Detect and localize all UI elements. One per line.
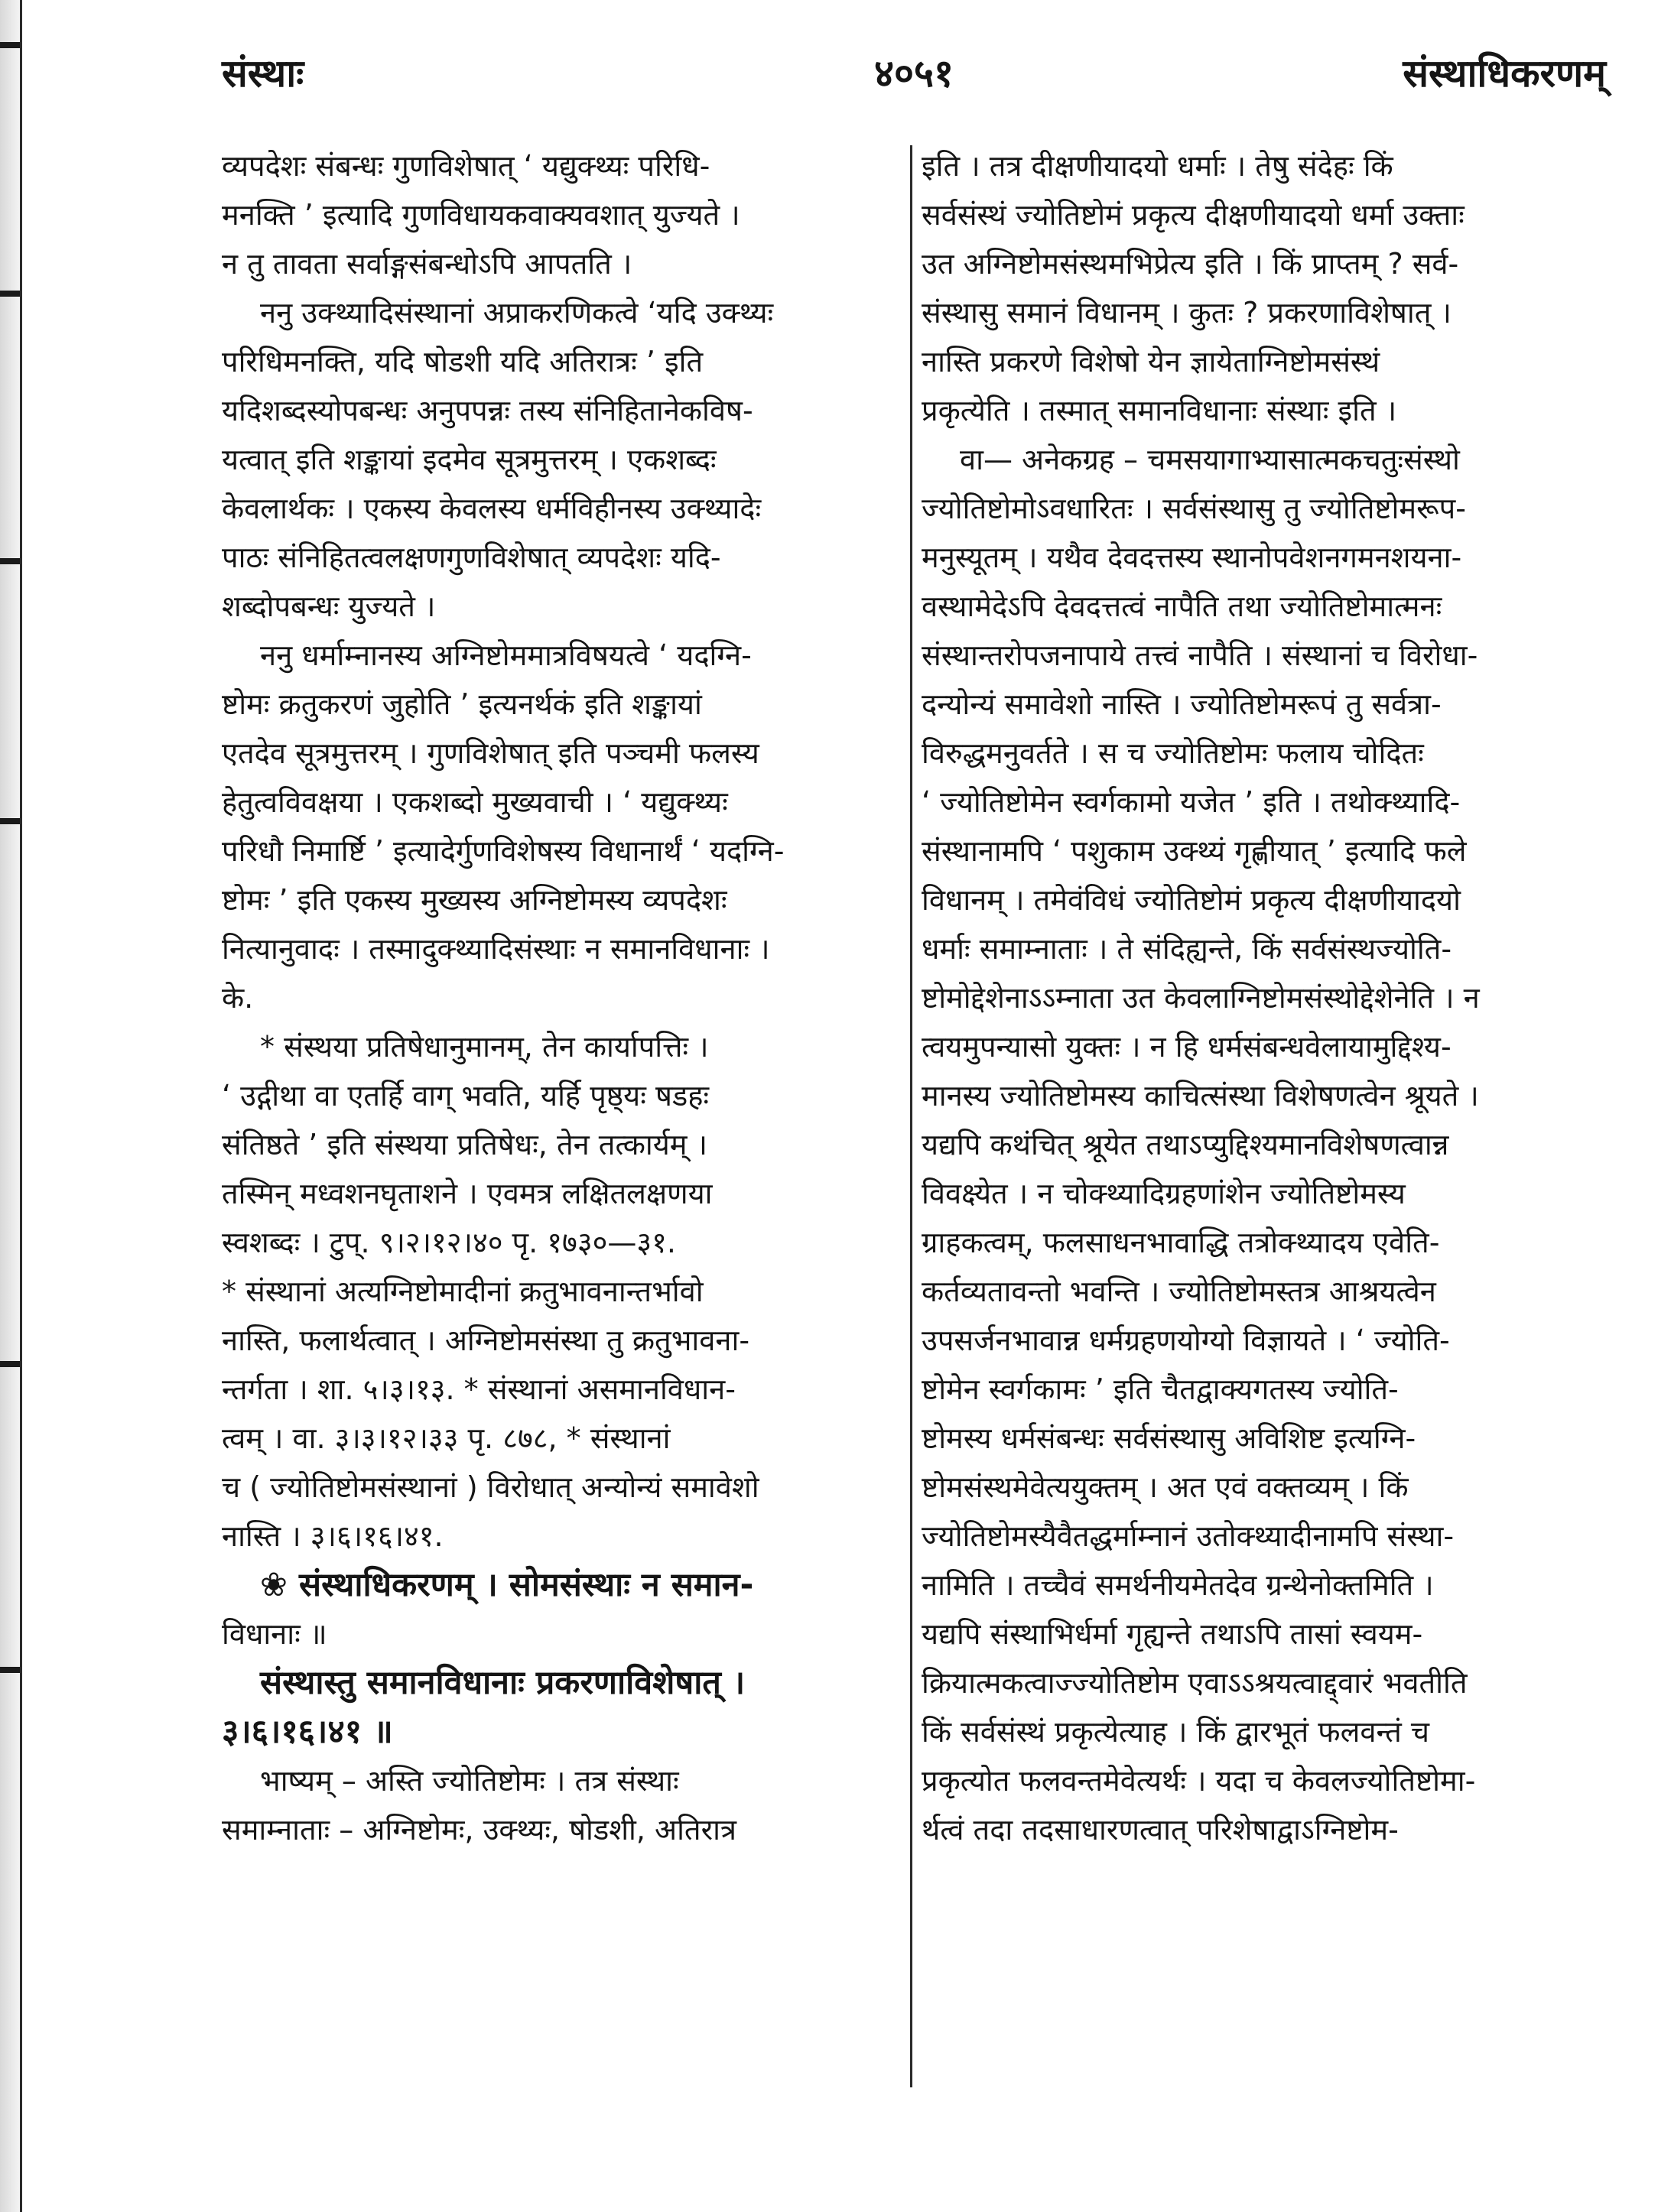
header-left-title: संस्थाः	[222, 51, 304, 96]
text-line: कर्तव्यतावन्तो भवन्ति । ज्योतिष्टोमस्तत्र आश्रयत्वेन	[922, 1275, 1436, 1308]
text-line: त्वयमुपन्यासो युक्तः । न हि धर्मसंबन्धवेलायामुद्दिश्य-	[922, 1030, 1452, 1064]
text-line: सर्वसंस्थं ज्योतिष्टोमं प्रकृत्य दीक्षणीयादयो धर्मा उक्ताः	[922, 198, 1465, 232]
text-line: संतिष्ठते ’ इति संस्थया प्रतिषेधः, तेन तत्कार्यम् ।	[222, 1128, 707, 1161]
text-line: संस्थान्तरोपजनापाये तत्त्वं नापैति । संस्थानां च विरोधा-	[922, 638, 1478, 672]
text-line: धर्माः समाम्नाताः । ते संदिह्यन्ते, किं सर्वसंस्थज्योति-	[922, 932, 1452, 966]
text-line: के.	[222, 981, 254, 1015]
text-line: प्रकृत्येति । तस्मात् समानविधानाः संस्थाः इति ।	[922, 394, 1397, 427]
text-line: नामिति । तच्चैवं समर्थनीयमेतदेव ग्रन्थेनोक्तमिति ।	[922, 1568, 1434, 1602]
text-line: ज्योतिष्टोमस्यैवैतद्धर्माम्नानं उतोक्थ्यादीनामपि संस्था-	[922, 1519, 1455, 1553]
text-line: ष्टोमः क्रतुकरणं जुहोति ’ इत्यनर्थकं इति शङ्कायां	[222, 687, 702, 721]
text-line: उपसर्जनभावान्न धर्मग्रहणयोग्यो विज्ञायते । ‘ ज्योति-	[922, 1324, 1450, 1357]
sutra-number: ३।६।१६।४१ ॥	[222, 1713, 393, 1751]
text-line: ष्टोमोद्देशेनाऽऽम्नाता उत केवलाग्निष्टोमसंस्थोद्देशेनेति । न	[922, 981, 1480, 1015]
text-line: परिधौ निमार्ष्टि ’ इत्यादेर्गुणविशेषस्य विधानार्थं ‘ यदग्नि-	[222, 834, 785, 868]
scan-binding-edge	[0, 0, 22, 2212]
section-heading: ❀ संस्थाधिकरणम् । सोमसंस्थाः न समान-	[260, 1566, 754, 1604]
text-line: विधानाः ॥	[222, 1617, 327, 1651]
text-line: किं सर्वसंस्थं प्रकृत्येत्याह । किं द्वारभूतं फलवन्तं च	[922, 1715, 1430, 1749]
text-line: ज्योतिष्टोमोऽवधारितः । सर्वसंस्थासु तु ज्योतिष्टोमरूप-	[922, 492, 1466, 525]
text-line: व्यपदेशः संबन्धः गुणविशेषात् ‘ यद्युक्थ्यः परिधि-	[222, 149, 710, 183]
text-line: विवक्ष्येत । न चोक्थ्यादिग्रहणांशेन ज्योतिष्टोमस्य	[922, 1177, 1406, 1210]
text-line: मनुस्यूतम् । यथैव देवदत्तस्य स्थानोपवेशनगमनशयना-	[922, 541, 1462, 574]
text-line: संस्थानामपि ‘ पशुकाम उक्थ्यं गृह्णीयात् ’ इत्यादि फले	[922, 834, 1467, 868]
page-number: ४०५१	[874, 51, 954, 96]
text-line: इति । तत्र दीक्षणीयादयो धर्माः । तेषु संदेहः किं	[922, 149, 1393, 183]
text-line: विरुद्धमनुवर्तते । स च ज्योतिष्टोमः फलाय चोदितः	[922, 736, 1424, 770]
text-line: समाम्नाताः – अग्निष्टोमः, उक्थ्यः, षोडशी, अतिरात्र	[222, 1813, 736, 1847]
edge-mark	[0, 42, 20, 48]
text-line: हेतुत्वविवक्षया । एकशब्दो मुख्यवाची । ‘ यद्युक्थ्यः	[222, 785, 728, 819]
text-line: स्वशब्दः । टुप्. ९।२।१२।४० पृ. १७३०—३१.	[222, 1226, 676, 1259]
text-line: नित्यानुवादः । तस्मादुक्थ्यादिसंस्थाः न समानविधानाः ।	[222, 932, 770, 966]
text-line: उत अग्निष्टोमसंस्थमभिप्रेत्य इति । किं प्राप्तम् ? सर्व-	[922, 247, 1459, 281]
text-line: यदिशब्दस्योपबन्धः अनुपपन्नः तस्य संनिहितानेकविष-	[222, 394, 753, 427]
column-divider	[910, 145, 912, 2087]
text-line: ग्राहकत्वम्, फलसाधनभावाद्धि तत्रोक्थ्यादय एवेति-	[922, 1226, 1440, 1259]
text-line: प्रकृत्योत फलवन्तमेवेत्यर्थः । यदा च केवलज्योतिष्टोमा-	[922, 1764, 1476, 1798]
text-line: विधानम् । तमेवंविधं ज्योतिष्टोमं प्रकृत्य दीक्षणीयादयो	[922, 883, 1461, 917]
text-line: ष्टोमसंस्थमेवेत्ययुक्तम् । अत एवं वक्तव्यम् । किं	[922, 1470, 1409, 1504]
text-line: नास्ति, फलार्थत्वात् । अग्निष्टोमसंस्था तु क्रतुभावना-	[222, 1324, 750, 1357]
text-line: नास्ति । ३।६।१६।४१.	[222, 1519, 444, 1553]
text-line: * संस्थानां अत्यग्निष्टोमादीनां क्रतुभावनान्तर्भावो	[222, 1275, 704, 1308]
text-line: ष्टोमस्य धर्मसंबन्धः सर्वसंस्थासु अविशिष्ट इत्यग्नि-	[922, 1421, 1416, 1455]
edge-mark	[0, 1667, 20, 1673]
text-line: क्रियात्मकत्वाज्ज्योतिष्टोम एवाऽऽश्रयत्वाद्द्वारं भवतीति	[922, 1666, 1468, 1700]
text-line: एतदेव सूत्रमुत्तरम् । गुणविशेषात् इति पञ्चमी फलस्य	[222, 736, 759, 770]
text-line: ननु धर्माम्नानस्य अग्निष्टोममात्रविषयत्वे ‘ यदग्नि-	[260, 638, 752, 672]
text-line: ‘ ज्योतिष्टोमेन स्वर्गकामो यजेत ’ इति । तथोक्थ्यादि-	[922, 785, 1461, 819]
text-line: शब्दोपबन्धः युज्यते ।	[222, 590, 436, 623]
text-line: मानस्य ज्योतिष्टोमस्य काचित्संस्था विशेषणत्वेन श्रूयते ।	[922, 1079, 1479, 1112]
text-line: ष्टोमः ’ इति एकस्य मुख्यस्य अग्निष्टोमस्य व्यपदेशः	[222, 883, 727, 917]
text-line: केवलार्थकः । एकस्य केवलस्य धर्मविहीनस्य उक्थ्यादेः	[222, 492, 762, 525]
edge-mark	[0, 818, 20, 824]
text-line: मनक्ति ’ इत्यादि गुणविधायकवाक्यवशात् युज्यते ।	[222, 198, 740, 232]
text-line: न्तर्गता । शा. ५।३।१३. * संस्थानां असमानविधान-	[222, 1372, 736, 1406]
left-column	[222, 141, 906, 2145]
text-line: यद्यपि कथंचित् श्रूयेत तथाऽप्युद्दिश्यमानविशेषणत्वान्न	[922, 1128, 1449, 1161]
sutra-line: संस्थास्तु समानविधानाः प्रकरणाविशेषात् ।	[260, 1664, 746, 1702]
running-header	[222, 46, 1606, 107]
text-line: नास्ति प्रकरणे विशेषो येन ज्ञायेताग्निष्टोमसंस्थं	[922, 345, 1380, 378]
text-line: तस्मिन् मध्वशनघृताशने । एवमत्र लक्षितलक्षणया	[222, 1177, 713, 1210]
text-line: संस्थासु समानं विधानम् । कुतः ? प्रकरणाविशेषात् ।	[922, 296, 1452, 330]
edge-mark	[0, 558, 20, 564]
edge-mark	[0, 291, 20, 297]
text-line: वा— अनेकग्रह – चमसयागाभ्यासात्मकचतुःसंस्थो	[960, 443, 1460, 476]
text-line: यत्वात् इति शङ्कायां इदमेव सूत्रमुत्तरम् । एकशब्दः	[222, 443, 717, 476]
header-right-title: संस्थाधिकरणम्	[1403, 51, 1606, 96]
right-column	[922, 141, 1606, 2145]
text-line: परिधिमनक्ति, यदि षोडशी यदि अतिरात्रः ’ इति	[222, 345, 704, 378]
edge-mark	[0, 1361, 20, 1367]
text-line: वस्थामेदेऽपि देवदत्तत्वं नापैति तथा ज्योतिष्टोमात्मनः	[922, 590, 1442, 623]
text-line: ‘ उद्गीथा वा एतर्हि वाग् भवति, यर्हि पृष्ठ्यः षडहः	[222, 1079, 710, 1112]
text-line: दन्योन्यं समावेशो नास्ति । ज्योतिष्टोमरूपं तु सर्वत्रा-	[922, 687, 1442, 721]
text-line: ष्टोमेन स्वर्गकामः ’ इति चैतद्वाक्यगतस्य ज्योति-	[922, 1372, 1399, 1406]
text-line: भाष्यम् – अस्ति ज्योतिष्टोमः । तत्र संस्थाः	[260, 1764, 679, 1798]
text-line: ननु उक्थ्यादिसंस्थानां अप्राकरणिकत्वे ‘यदि उक्थ्यः	[260, 296, 774, 330]
text-line: * संस्थया प्रतिषेधानुमानम्, तेन कार्यापत्तिः ।	[260, 1030, 709, 1064]
text-line: त्वम् । वा. ३।३।१२।३३ पृ. ८७८, * संस्थानां	[222, 1421, 671, 1455]
text-line: यद्यपि संस्थाभिर्धर्मा गृह्यन्ते तथाऽपि तासां स्वयम-	[922, 1617, 1423, 1651]
text-line: र्थत्वं तदा तदसाधारणत्वात् परिशेषाद्वाऽग्निष्टोम-	[922, 1813, 1399, 1847]
text-line: पाठः संनिहितत्वलक्षणगुणविशेषात् व्यपदेशः यदि-	[222, 541, 721, 574]
text-line: च ( ज्योतिष्टोमसंस्थानां ) विरोधात् अन्योन्यं समावेशो	[222, 1470, 759, 1504]
text-line: न तु तावता सर्वाङ्गसंबन्धोऽपि आपतति ।	[222, 247, 632, 281]
